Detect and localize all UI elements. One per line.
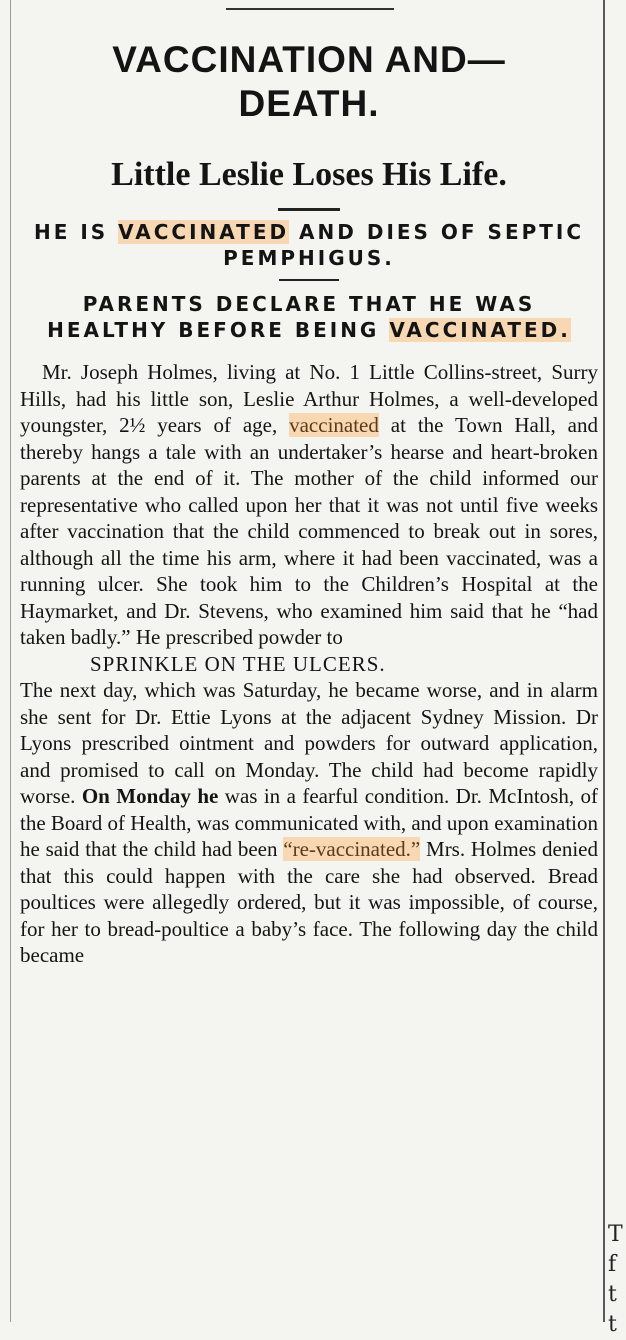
paragraph-1-text: Mr. Joseph Holmes, living at No. 1 Little Collins-street, Surry Hills, had his little son, Leslie Arthur Holmes, a well-developed youngster, 2½ years of age,: [20, 360, 598, 437]
paragraph-2-text: was in a fearful condition. Dr. McIntosh, of the Board of Health, was communicated with, and upon examination he said that the child had been: [20, 784, 598, 861]
paragraph-2-bold: On Monday he: [81, 784, 219, 808]
deck-2: [20, 291, 598, 343]
column-rule-right: [603, 0, 605, 1322]
deck-2-text: PARENTS DECLARE THAT HE WAS HEALTHY BEFORE BEING: [47, 292, 536, 342]
deck-1-text: HE IS: [33, 220, 119, 244]
paragraph-2-text: Mrs. Holmes denied that this could happen with the care she had observed. Bread poultices were allegedly ordered, but it was impossible, of course, for her to bread-poultice a baby’s face. The following day the child became: [20, 837, 598, 967]
divider-rule: [279, 279, 339, 281]
headline-line-1: VACCINATION AND—: [112, 39, 506, 80]
next-column-char: t: [608, 1312, 617, 1337]
column-rule-left: [10, 0, 11, 1322]
next-column-char: t: [608, 1282, 617, 1307]
subheadline: Little Leslie Loses His Life.: [111, 156, 507, 193]
headline-line-2: DEATH.: [238, 83, 380, 124]
paragraph-2-text: The next day, which was Saturday, he became worse, and in alarm she sent for Dr. Ettie Lyons at the adjacent Sydney Mission. Dr Lyons prescribed ointment and powders for outward application, and promised to call on Monday. The child had become rapidly worse.: [20, 678, 598, 808]
highlighted-term: VACCINATED: [118, 220, 290, 244]
paragraph-2: [20, 677, 598, 969]
crosshead: SPRINKLE ON THE ULCERS.: [90, 651, 386, 676]
paragraph-1: [20, 359, 598, 651]
deck-1-text: AND DIES OF SEPTIC PEMPHIGUS.: [223, 220, 585, 270]
next-column-fragment: [608, 1220, 626, 1340]
next-column-char: f: [608, 1252, 617, 1277]
headline: [20, 38, 598, 126]
next-column-char: T: [608, 1222, 623, 1247]
top-rule: [226, 8, 394, 10]
highlighted-term: “re-vaccinated.”: [283, 837, 421, 861]
highlighted-term: VACCINATED.: [389, 318, 571, 342]
divider-rule: [278, 208, 340, 211]
article: [20, 38, 598, 969]
paragraph-1-text: at the Town Hall, and thereby hangs a tale with an undertaker’s hearse and heart-broken parents at the end of it. The mother of the child informed our representative who called upon her that it was not until five weeks after vaccination that the child commenced to break out in sores, although all the time his arm, where it had been vaccinated, was a running ulcer. She took him to the Children’s Hospital at the Haymarket, and Dr. Stevens, who examined him said that he “had taken badly.” He prescribed powder to: [20, 413, 599, 649]
highlighted-term: vaccinated: [289, 413, 379, 437]
deck-1: [20, 219, 598, 271]
